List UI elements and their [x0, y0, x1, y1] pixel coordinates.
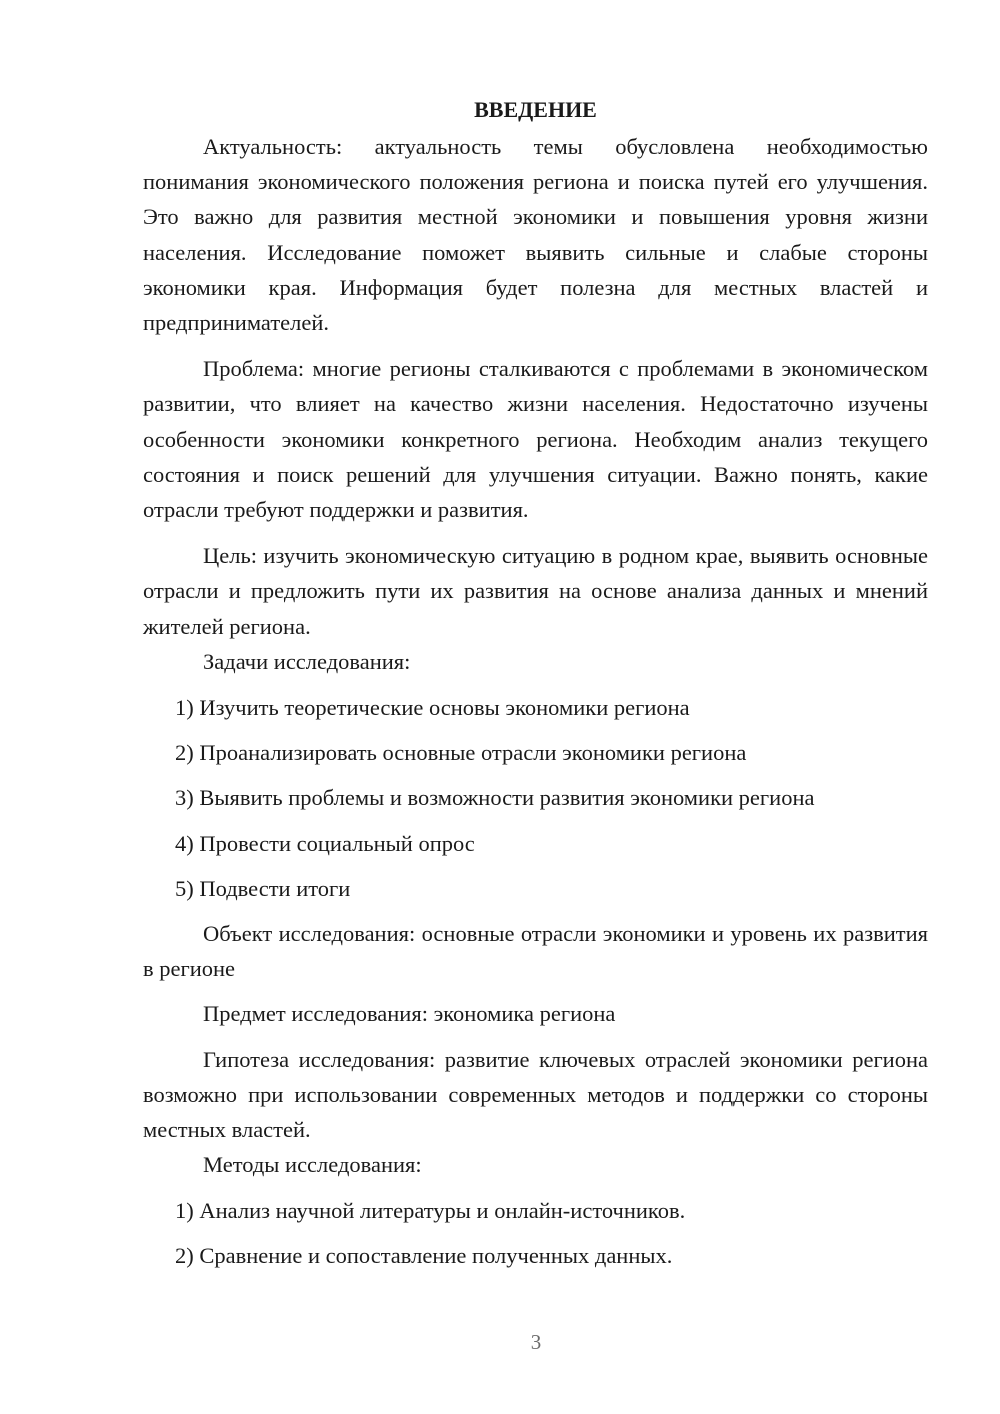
- list-item: 5) Подвести итоги: [175, 875, 351, 901]
- list-item: 1) Анализ научной литературы и онлайн-источников.: [175, 1198, 686, 1224]
- object-paragraph: Объект исследования: основные отрасли экономики и уровень их развития в регионе: [143, 921, 928, 982]
- methods-list: [143, 1193, 928, 1272]
- relevance-paragraph: Актуальность: актуальность темы обусловлена необходимостью понимания экономического положения региона и поиска путей его улучшения. Это важно для развития местной экономики и повышения уровня жизни населения. Исследование поможет выявить сильные и слабые стороны экономики края. Информация будет полезна для местных властей и предпринимателей.: [143, 134, 928, 336]
- document-page: [143, 92, 928, 1273]
- subject-paragraph: Предмет исследования: экономика региона: [203, 1001, 616, 1027]
- methods-heading: Методы исследования:: [203, 1152, 422, 1178]
- list-item: 2) Сравнение и сопоставление полученных данных.: [175, 1242, 673, 1268]
- problem-paragraph: Проблема: многие регионы сталкиваются с проблемами в экономическом развитии, что влияет на качество жизни населения. Недостаточно изучены особенности экономики конкретного региона. Необходим анализ текущего состояния и поиск решений для улучшения ситуации. Важно понять, какие отрасли требуют поддержки и развития.: [143, 356, 928, 523]
- tasks-list: [143, 690, 928, 906]
- tasks-heading: Задачи исследования:: [203, 648, 411, 674]
- list-item: 1) Изучить теоретические основы экономики региона: [175, 695, 690, 721]
- list-item: 4) Провести социальный опрос: [175, 830, 475, 856]
- goal-paragraph: Цель: изучить экономическую ситуацию в родном крае, выявить основные отрасли и предложить пути их развития на основе анализа данных и мнений жителей региона.: [143, 543, 928, 639]
- list-item: 2) Проанализировать основные отрасли экономики региона: [175, 740, 747, 766]
- page-number: 3: [530, 1330, 542, 1354]
- hypothesis-paragraph: Гипотеза исследования: развитие ключевых отраслей экономики региона возможно при использовании современных методов и поддержки со стороны местных властей.: [143, 1046, 928, 1143]
- page-title: ВВЕДЕНИЕ: [474, 97, 597, 122]
- list-item: 3) Выявить проблемы и возможности развития экономики региона: [175, 785, 815, 811]
